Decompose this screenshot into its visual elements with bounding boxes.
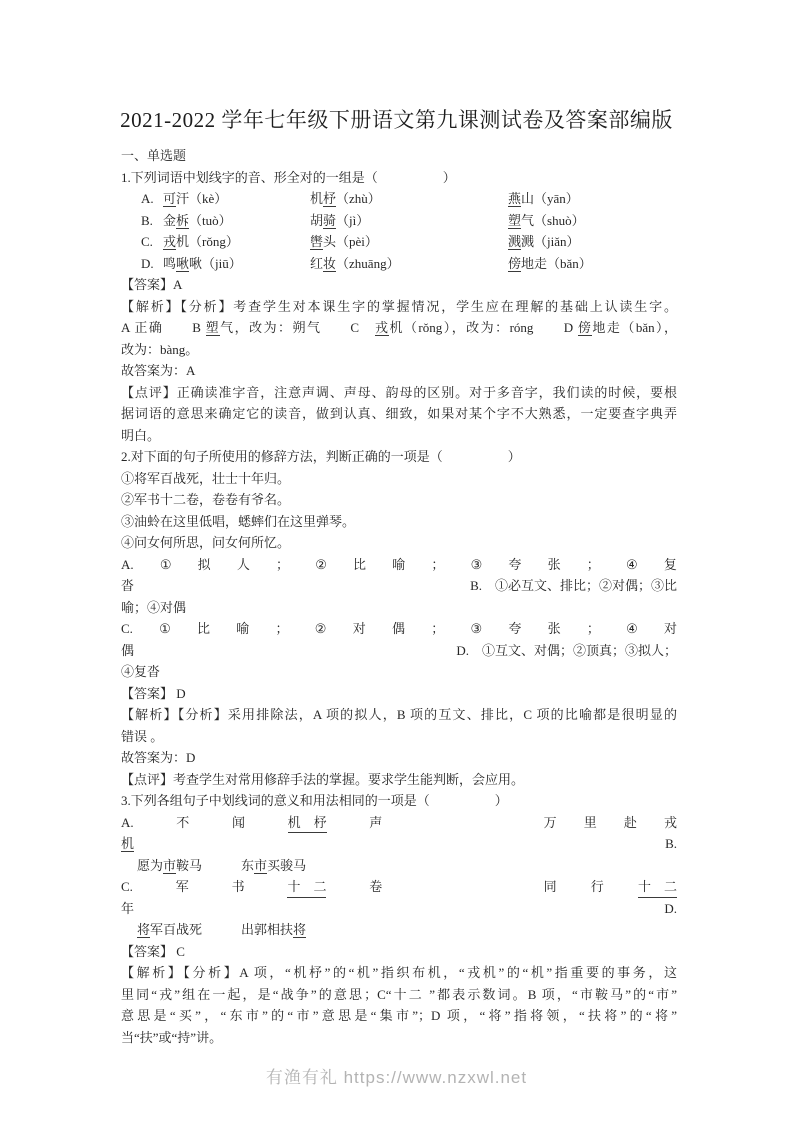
q1-analysis-line2 — [121, 317, 677, 339]
text-segment: 戎 — [663, 814, 677, 830]
q2-analysis-line1: 【解析】【分析】采用排除法，A 项的拟人，B 项的互文、排比，C 项的比喻都是很明显的 — [121, 707, 677, 722]
q2-option-d-line1: D. ①互文、对偶；②顶真；③拟人； — [456, 642, 677, 658]
q3-analysis-line3: 意思是“买”，“东市”的“市”意思是“集市”；D 项，“将”指将领，“扶将”的“将” — [121, 1008, 677, 1023]
text-segment: ； — [586, 556, 600, 572]
q2-comment: 【点评】考查学生对常用修辞手法的掌握。要求学生能判断，会应用。 — [121, 771, 525, 787]
text-segment: 地走（bǎn） — [521, 255, 592, 271]
q2-option-a-wrap-b — [121, 575, 677, 597]
q1-option-a-word3 — [508, 188, 677, 210]
text-segment: 拟 — [197, 556, 211, 572]
q1-option-c — [121, 231, 677, 253]
text-segment: 比 — [353, 556, 367, 572]
q3-option-a-wrap — [121, 833, 134, 855]
text-segment: 比 — [197, 621, 211, 636]
q1-option-b-word2 — [310, 210, 508, 232]
underlined-text-segment: 杼 — [323, 191, 337, 206]
q3-option-a-phrase1 — [121, 812, 382, 834]
text-segment: A 正确 B — [121, 320, 206, 335]
q1-option-a-word2 — [310, 188, 508, 210]
text-segment: ① — [159, 621, 171, 636]
text-segment: 山（yān） — [521, 191, 579, 206]
text-segment: （tuò） — [189, 212, 232, 228]
text-segment: ； — [275, 621, 289, 636]
text-segment: 愿为 — [137, 857, 164, 873]
text-segment: 万 — [543, 814, 557, 830]
text-segment: ① — [159, 556, 172, 572]
text-segment: ③ — [470, 556, 483, 572]
underlined-text-segment: 辔 — [310, 234, 324, 249]
text-segment: A. — [121, 814, 134, 830]
q2-option-a — [121, 554, 677, 576]
text-segment: A. — [121, 556, 134, 572]
q2-option-c-wrap-d — [121, 640, 677, 662]
text-segment: 行 — [590, 879, 604, 894]
text-segment: 对 — [663, 621, 677, 636]
underlined-text-segment: 塑 — [508, 212, 522, 228]
text-segment: 机（rǒng） — [176, 234, 239, 249]
section-heading: 一、单选题 — [121, 148, 187, 163]
q1-option-d-word2 — [310, 253, 508, 275]
q2-sentence-4: ④问女何所思，问女何所忆。 — [121, 535, 291, 550]
q3-analysis-line4: 当“扶”或“持”讲。 — [121, 1029, 223, 1045]
text-segment: 夸 — [508, 556, 522, 572]
q2-stem: 2.对下面的句子所使用的修辞方法，判断正确的一项是（ ） — [121, 449, 521, 464]
q3-option-d-label: D. — [664, 900, 677, 916]
text-segment: 张 — [547, 621, 561, 636]
text-segment: 机（rǒng），改为：róng D — [389, 320, 578, 335]
q1-option-c-label: C. — [141, 234, 153, 249]
q2-sentence-1: ①将军百战死，壮士十年归。 — [121, 470, 291, 486]
q1-option-b-word1 — [163, 210, 310, 232]
text-segment: 气，改为：朔气 C — [220, 320, 375, 335]
text-segment: 买骏马 — [267, 857, 307, 873]
text-segment: 红 — [310, 255, 324, 271]
text-segment: 年 — [121, 900, 135, 916]
q2-analysis-conclusion: 故答案为：D — [121, 750, 196, 765]
q3-analysis-line1: 【解析】【分析】A 项，“机杼”的“机”指织布机，“戎机”的“机”指重要的事务，这 — [121, 965, 677, 980]
q2-answer: 【答案】 D — [121, 685, 186, 701]
q2-sentence-3: ③油蛉在这里低唱，蟋蟀们在这里弹琴。 — [121, 513, 356, 529]
q3-option-c-row — [121, 876, 677, 898]
q3-option-a-phrase2 — [544, 812, 677, 834]
q1-analysis-conclusion: 故答案为：A — [121, 363, 196, 378]
q1-option-d-label: D. — [141, 255, 154, 271]
text-segment: ④ — [625, 556, 638, 572]
text-segment: ； — [586, 621, 600, 636]
text-segment: 赴 — [623, 814, 637, 830]
underlined-text-segment: 十 二 — [638, 876, 677, 898]
q1-option-b — [121, 210, 677, 232]
q2-option-c — [121, 618, 677, 640]
text-segment: ② — [314, 621, 327, 636]
underlined-text-segment: 妆 — [323, 255, 337, 271]
page-title: 2021-2022 学年七年级下册语文第九课测试卷及答案部编版 — [120, 108, 673, 132]
text-segment: 声 — [369, 814, 383, 830]
q1-option-a — [121, 188, 677, 210]
text-segment: 人 — [236, 556, 250, 572]
q3-answer: 【答案】 C — [121, 943, 185, 959]
footer-watermark: 有渔有礼 https://www.nzxwl.net — [265, 1068, 528, 1087]
q2-analysis-line2: 错误 。 — [121, 728, 164, 744]
q3-option-b-label: B. — [665, 836, 677, 851]
q1-comment-line1: 【点评】正确读准字音，注意声调、声母、韵母的区别。对于多音字，我们读的时候，要根 — [121, 384, 677, 400]
underlined-text-segment: 将 — [137, 922, 151, 937]
underlined-text-segment: 傍 — [508, 255, 522, 271]
q1-option-c-word2 — [310, 231, 508, 253]
q2-option-d-line2: ④复沓 — [121, 664, 161, 679]
text-segment: （zhuāng） — [336, 255, 400, 271]
q3-option-c-wrap-d — [121, 898, 677, 920]
q1-option-b-label: B. — [141, 212, 153, 228]
underlined-text-segment: 骑 — [323, 212, 337, 228]
text-segment: （zhù） — [336, 191, 381, 206]
document-body — [121, 145, 677, 1048]
q2-option-a-wrap: 沓 — [121, 578, 135, 593]
text-segment: 军 — [175, 879, 189, 894]
text-segment: ； — [276, 556, 290, 572]
q3-option-c-phrase1 — [121, 876, 382, 898]
underlined-text-segment: 十 二 — [287, 876, 326, 898]
q1-comment-line3: 明白。 — [121, 427, 161, 443]
text-segment: 机 — [310, 191, 324, 206]
text-segment: 气（shuò） — [521, 212, 585, 228]
text-segment: 偶 — [391, 621, 405, 636]
text-segment: C. — [121, 621, 133, 636]
q1-option-a-label: A. — [141, 191, 154, 206]
q2-option-c-wrap: 偶 — [121, 642, 135, 658]
underlined-text-segment: 市 — [163, 857, 177, 873]
underlined-text-segment: 机 — [121, 836, 135, 851]
q2-option-b-line2: 喻；④对偶 — [121, 599, 187, 615]
q1-option-d-word3 — [508, 253, 677, 275]
text-segment: 汗（kè） — [176, 191, 228, 206]
text-segment: ③ — [470, 621, 483, 636]
text-segment: 夸 — [508, 621, 522, 636]
q3-stem: 3.下列各组句子中划线词的意义和用法相同的一项是（ ） — [121, 793, 508, 808]
text-segment: 闻 — [231, 814, 245, 830]
underlined-text-segment: 傍 — [577, 320, 593, 335]
q1-analysis-line3: 改为：bàng。 — [121, 341, 199, 357]
q1-comment-line2: 据词语的意思来确定它的读音，做到认真、细致，如果对某个字不大熟悉，一定要查字典弄 — [121, 406, 677, 421]
q1-option-c-word3 — [508, 231, 677, 253]
text-segment: 啾（jiū） — [189, 255, 242, 271]
q3-option-d-phrases — [121, 919, 677, 941]
text-segment: （jì） — [336, 212, 370, 228]
text-segment: 张 — [547, 556, 561, 572]
text-segment: 不 — [176, 814, 190, 830]
underlined-text-segment: 溅 — [508, 234, 522, 249]
underlined-text-segment: 市 — [254, 857, 268, 873]
text-segment: 里 — [583, 814, 597, 830]
text-segment: 书 — [231, 879, 245, 894]
q3-option-b-phrases — [121, 855, 677, 877]
underlined-text-segment: 戎 — [163, 234, 177, 249]
underlined-text-segment: 将 — [293, 922, 307, 937]
text-segment: 军百战死 出郭相扶 — [150, 922, 294, 937]
text-segment: 复 — [663, 556, 677, 572]
text-segment: 鸣 — [163, 255, 177, 271]
underlined-text-segment: 柝 — [176, 212, 190, 228]
q2-sentence-2: ②军书十二卷，卷卷有爷名。 — [121, 492, 291, 507]
text-segment: C. — [121, 879, 133, 894]
text-segment: 地走（bǎn）， — [592, 320, 677, 335]
text-segment: 溅（jiǎn） — [521, 234, 580, 249]
q1-answer: 【答案】A — [121, 277, 183, 292]
q1-option-b-word3 — [508, 210, 677, 232]
text-segment: 同 — [543, 879, 557, 894]
underlined-text-segment: 燕 — [508, 191, 522, 206]
underlined-text-segment: 机 杼 — [288, 812, 327, 834]
text-segment: ② — [315, 556, 327, 572]
underlined-text-segment: 塑 — [205, 320, 221, 335]
q1-analysis-line1: 【解析】【分析】考查学生对本课生字的掌握情况，学生应在理解的基础上认读生字。 — [121, 298, 677, 314]
q1-option-c-word1 — [163, 231, 310, 253]
q3-analysis-line2: 里同“戎”组在一起，是“战争”的意思；C“十二 ”都表示数词。B 项，“市鞍马”的“市” — [121, 986, 677, 1002]
q3-option-c-phrase2 — [544, 876, 677, 898]
text-segment: 金 — [163, 212, 177, 228]
q2-option-b-line1: B. ①必互文、排比；②对偶；③比 — [470, 578, 677, 593]
q1-option-a-word1 — [163, 188, 310, 210]
text-segment: 对 — [352, 621, 366, 636]
q3-option-c-wrap — [121, 898, 134, 920]
underlined-text-segment: 可 — [163, 191, 177, 206]
underlined-text-segment: 戎 — [375, 320, 390, 335]
text-segment: 喻 — [236, 621, 250, 636]
text-segment: ； — [431, 556, 445, 572]
text-segment: 头（pèi） — [323, 234, 378, 249]
text-segment: ④ — [626, 621, 638, 636]
text-segment: 卷 — [369, 879, 383, 894]
q1-option-d-word1 — [163, 253, 310, 275]
q3-option-a-wrap-b — [121, 833, 677, 855]
text-segment: 喻 — [392, 556, 406, 572]
text-segment: 胡 — [310, 212, 324, 228]
text-segment: 鞍马 东 — [176, 857, 255, 873]
q1-option-d — [121, 253, 677, 275]
text-segment: ； — [431, 621, 445, 636]
q1-stem: 1.下列词语中划线字的音、形全对的一组是（ ） — [121, 169, 456, 185]
underlined-text-segment: 啾 — [176, 255, 190, 271]
q3-option-a-row — [121, 812, 677, 834]
